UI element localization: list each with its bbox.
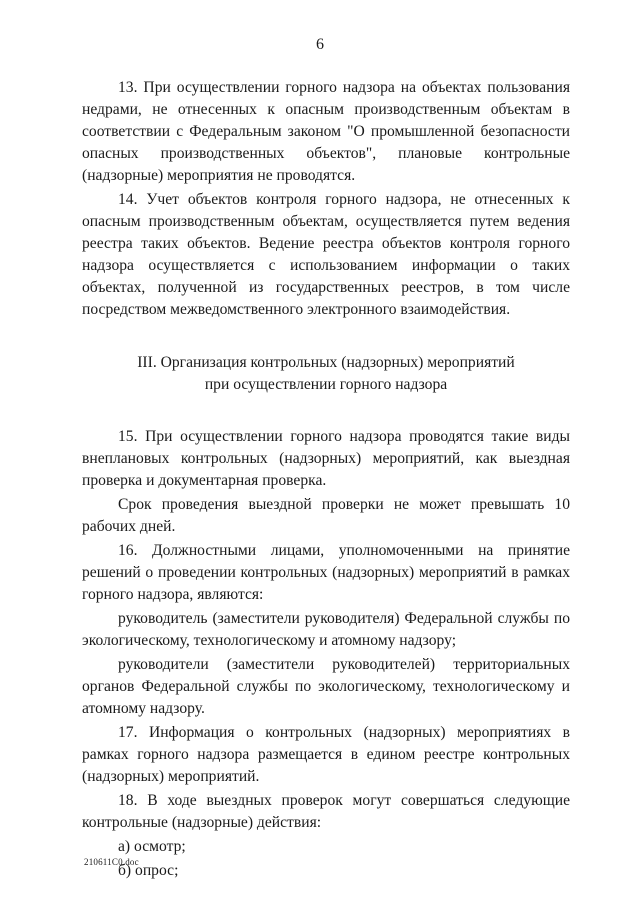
paragraph-17: 17. Информация о контрольных (надзорных) мероприятиях в рамках горного надзора размещается в едином реестре контрольных (надзорных) мероприятий.	[82, 724, 570, 785]
list-item-survey: б) опрос;	[118, 862, 179, 879]
page-number: 6	[316, 36, 324, 53]
paragraph-head-official: руководитель (заместители руководителя) Федеральной службы по экологическому, технологическому и атомному надзору;	[82, 610, 570, 649]
paragraph-14: 14. Учет объектов контроля горного надзора, не отнесенных к опасным производственным объектам, осуществляется путем ведения реестра таких объектов. Ведение реестра объектов контроля горного надзора осуществляется с использованием информации о таких объектах, полученной из государственных реестров, в том числе посредством межведомственного электронного взаимодействия.	[82, 191, 570, 318]
paragraph-18: 18. В ходе выездных проверок могут совершаться следующие контрольные (надзорные) действия:	[82, 792, 570, 831]
section-heading-line-1: III. Организация контрольных (надзорных) мероприятий	[137, 354, 515, 371]
document-body	[82, 77, 570, 882]
paragraph-15: 15. При осуществлении горного надзора проводятся такие виды внеплановых контрольных (надзорных) мероприятий, как выездная проверка и документарная проверка.	[82, 428, 570, 489]
paragraph-territorial-heads: руководители (заместители руководителей) территориальных органов Федеральной службы по экологическому, технологическому и атомному надзору.	[82, 656, 570, 717]
paragraph-inspection-term: Срок проведения выездной проверки не может превышать 10 рабочих дней.	[82, 496, 570, 535]
section-heading	[82, 352, 570, 396]
section-heading-line-2: при осуществлении горного надзора	[204, 376, 448, 393]
paragraph-13: 13. При осуществлении горного надзора на объектах пользования недрами, не отнесенных к опасным производственным объектам в соответствии с Федеральным законом "О промышленной безопасности опасных производственных объектов", плановые контрольные (надзорные) мероприятия не проводятся.	[82, 79, 570, 184]
list-item-inspection: а) осмотр;	[118, 838, 186, 855]
footer-document-code: 210611C0.doc	[84, 857, 139, 867]
paragraph-16: 16. Должностными лицами, уполномоченными на принятие решений о проведении контрольных (надзорных) мероприятий в рамках горного надзора, являются:	[82, 542, 570, 603]
